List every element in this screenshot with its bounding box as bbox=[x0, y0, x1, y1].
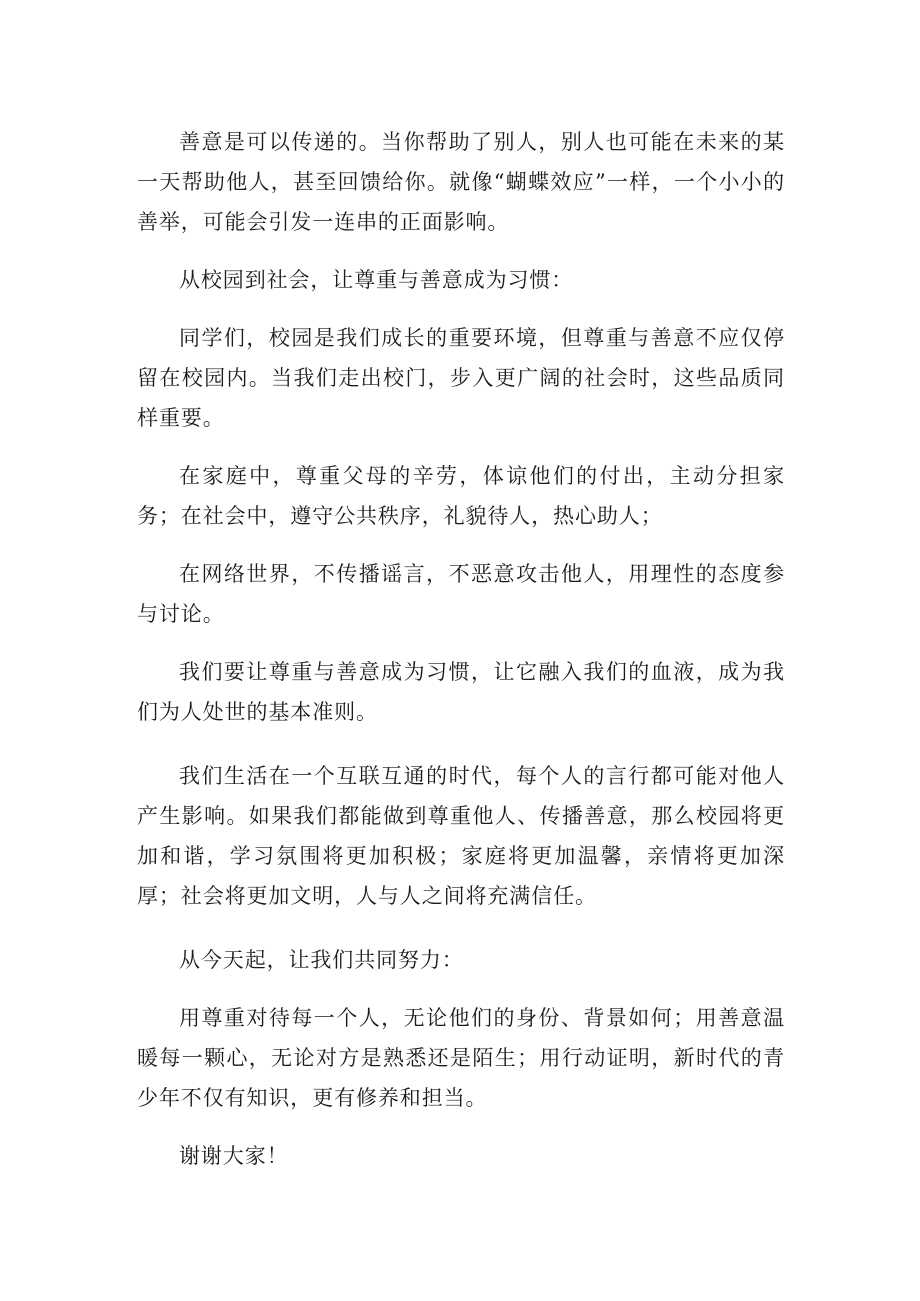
paragraph-section-heading: 从校园到社会，让尊重与善意成为习惯： bbox=[179, 268, 574, 292]
paragraph-online-world: 在网络世界，不传播谣言，不恶意攻击他人，用理性的态度参与讨论。 bbox=[137, 562, 785, 626]
paragraph-connected-era: 我们生活在一个互联互通的时代，每个人的言行都可能对他人产生影响。如果我们都能做到尊重他人、传播善意，那么校园将更加和谐，学习氛围将更加积极；家庭将更加温馨，亲情将更加深厚；社会将更加文明，人与人之间将充满信任。 bbox=[137, 764, 785, 908]
document-body bbox=[137, 122, 785, 1176]
paragraph-respect-kindness: 用尊重对待每一个人，无论他们的身份、背景如何；用善意温暖每一颗心，无论对方是熟悉还是陌生；用行动证明，新时代的青少年不仅有知识，更有修养和担当。 bbox=[137, 1006, 785, 1110]
paragraph-closing-thanks: 谢谢大家！ bbox=[179, 1144, 289, 1168]
paragraph-call-to-action: 从今天起，让我们共同努力： bbox=[179, 948, 464, 972]
paragraph-campus-environment: 同学们，校园是我们成长的重要环境，但尊重与善意不应仅停留在校园内。当我们走出校门，步入更广阔的社会时，这些品质同样重要。 bbox=[137, 326, 785, 430]
paragraph-family-society: 在家庭中，尊重父母的辛劳，体谅他们的付出，主动分担家务；在社会中，遵守公共秩序，礼貌待人，热心助人； bbox=[137, 464, 785, 528]
paragraph-habit: 我们要让尊重与善意成为习惯，让它融入我们的血液，成为我们为人处世的基本准则。 bbox=[137, 660, 785, 724]
paragraph-butterfly-effect: 善意是可以传递的。当你帮助了别人，别人也可能在未来的某一天帮助他人，甚至回馈给你。就像“蝴蝶效应”一样，一个小小的善举，可能会引发一连串的正面影响。 bbox=[137, 130, 785, 234]
